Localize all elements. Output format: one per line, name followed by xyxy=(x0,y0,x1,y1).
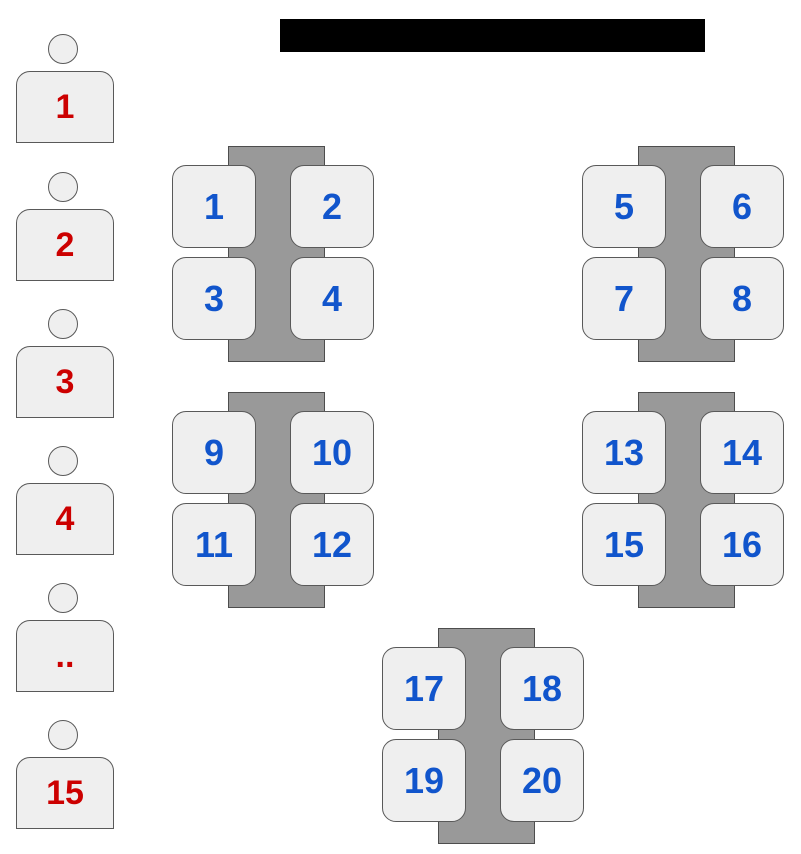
student-label: 4 xyxy=(16,483,114,555)
seat: 19 xyxy=(382,739,466,822)
student-head xyxy=(48,720,78,750)
seat: 4 xyxy=(290,257,374,340)
student-icon xyxy=(16,583,114,695)
seat: 2 xyxy=(290,165,374,248)
seat: 13 xyxy=(582,411,666,494)
student-label: .. xyxy=(16,620,114,692)
student-icon xyxy=(16,172,114,284)
seat: 9 xyxy=(172,411,256,494)
student-head xyxy=(48,446,78,476)
student-icon xyxy=(16,309,114,421)
table-group-2 xyxy=(582,146,784,362)
seat: 1 xyxy=(172,165,256,248)
seat: 12 xyxy=(290,503,374,586)
student-label: 2 xyxy=(16,209,114,281)
student-head xyxy=(48,309,78,339)
seat: 6 xyxy=(700,165,784,248)
student-head xyxy=(48,172,78,202)
student-icon xyxy=(16,720,114,832)
seat: 16 xyxy=(700,503,784,586)
seat: 11 xyxy=(172,503,256,586)
seat: 8 xyxy=(700,257,784,340)
table-group-5 xyxy=(382,628,584,844)
seat: 5 xyxy=(582,165,666,248)
whiteboard xyxy=(280,19,705,52)
student-label: 15 xyxy=(16,757,114,829)
table-group-3 xyxy=(172,392,374,608)
seat: 18 xyxy=(500,647,584,730)
seat: 20 xyxy=(500,739,584,822)
student-head xyxy=(48,583,78,613)
seat: 17 xyxy=(382,647,466,730)
student-icon xyxy=(16,446,114,558)
student-head xyxy=(48,34,78,64)
seat: 7 xyxy=(582,257,666,340)
seat: 3 xyxy=(172,257,256,340)
seat: 10 xyxy=(290,411,374,494)
table-group-1 xyxy=(172,146,374,362)
table-group-4 xyxy=(582,392,784,608)
student-label: 1 xyxy=(16,71,114,143)
student-label: 3 xyxy=(16,346,114,418)
seat: 15 xyxy=(582,503,666,586)
student-icon xyxy=(16,34,114,146)
seat: 14 xyxy=(700,411,784,494)
